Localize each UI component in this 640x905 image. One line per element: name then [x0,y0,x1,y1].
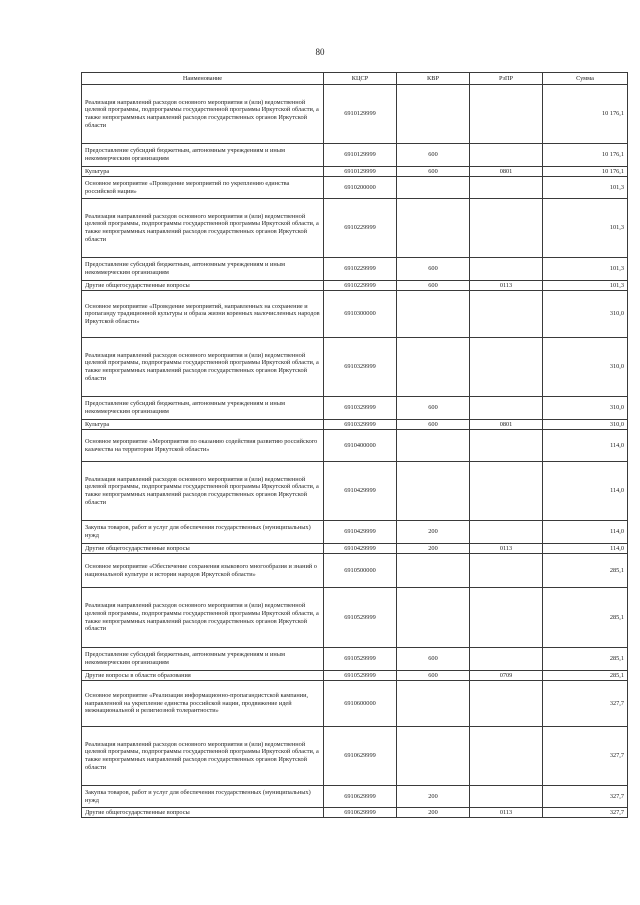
cell-rzpr [470,144,543,167]
table-row [82,144,628,167]
cell-sum: 10 176,1 [543,144,628,167]
cell-name: Закупка товаров, работ и услуг для обеспечения государственных (муниципальных) нужд [82,521,324,544]
cell-rzpr [470,258,543,281]
cell-sum: 101,3 [543,258,628,281]
cell-rzpr [470,786,543,808]
cell-sum: 114,0 [543,544,628,554]
cell-name: Культура [82,167,324,177]
cell-rzpr [470,85,543,144]
cell-name: Реализация направлений расходов основного мероприятия и (или) ведомственной целевой программы, подпрограммы государственной программы Иркутской области, а также непрограммных направлений расходов государственных органов Иркутской области [82,85,324,144]
table-row [82,85,628,144]
cell-rzpr [470,648,543,671]
cell-name: Основное мероприятие «Проведение мероприятий, направленных на сохранение и пропаганду традиционной культуры и образа жизни коренных малочисленных народов Иркутской области» [82,291,324,338]
table-row [82,544,628,554]
cell-kvr [397,588,470,648]
cell-kcsr: 6910129999 [324,85,397,144]
cell-kcsr: 6910529999 [324,648,397,671]
table-row [82,671,628,681]
column-header-kcsr: КЦСР [324,73,397,85]
cell-kvr: 600 [397,671,470,681]
cell-name: Предоставление субсидий бюджетным, автономным учреждениям и иным некоммерческим организациям [82,258,324,281]
cell-name: Основное мероприятие «Проведение мероприятий по укреплению единства российской нации» [82,177,324,199]
cell-sum: 285,1 [543,554,628,588]
table-row [82,681,628,727]
cell-sum: 285,1 [543,648,628,671]
cell-kvr: 200 [397,808,470,818]
cell-kvr: 600 [397,397,470,420]
cell-kvr [397,430,470,462]
cell-name: Основное мероприятие «Реализация информационно-пропагандистской кампании, направленной на укрепление единства российской нации, продвижение идей межнациональной и религиозной толерантности» [82,681,324,727]
cell-name: Реализация направлений расходов основного мероприятия и (или) ведомственной целевой программы, подпрограммы государственной программы Иркутской области, а также непрограммных направлений расходов государственных органов Иркутской области [82,462,324,521]
cell-kcsr: 6910229999 [324,199,397,258]
cell-rzpr [470,338,543,397]
cell-kvr [397,462,470,521]
cell-sum: 310,0 [543,420,628,430]
cell-name: Культура [82,420,324,430]
table-row [82,397,628,420]
cell-sum: 327,7 [543,808,628,818]
cell-sum: 327,7 [543,727,628,786]
cell-kcsr: 6910229999 [324,281,397,291]
cell-name: Другие общегосударственные вопросы [82,808,324,818]
cell-kvr [397,291,470,338]
cell-kvr: 600 [397,167,470,177]
cell-sum: 10 176,1 [543,85,628,144]
cell-kvr [397,554,470,588]
cell-sum: 101,3 [543,199,628,258]
cell-kcsr: 6910500000 [324,554,397,588]
column-header-rzpr: РзПР [470,73,543,85]
cell-kvr: 600 [397,281,470,291]
cell-name: Реализация направлений расходов основного мероприятия и (или) ведомственной целевой программы, подпрограммы государственной программы Иркутской области, а также непрограммных направлений расходов государственных органов Иркутской области [82,199,324,258]
cell-kvr [397,338,470,397]
table-row [82,727,628,786]
cell-kvr: 600 [397,648,470,671]
table-row [82,462,628,521]
table-row [82,808,628,818]
cell-rzpr [470,554,543,588]
cell-kvr [397,177,470,199]
cell-sum: 114,0 [543,521,628,544]
cell-rzpr: 0113 [470,544,543,554]
cell-sum: 310,0 [543,291,628,338]
table-row [82,554,628,588]
cell-kvr [397,199,470,258]
cell-sum: 101,3 [543,281,628,291]
cell-kcsr: 6910229999 [324,258,397,281]
column-header-kvr: КВР [397,73,470,85]
table-body [82,85,628,818]
cell-kcsr: 6910129999 [324,167,397,177]
cell-sum: 285,1 [543,671,628,681]
table-row [82,588,628,648]
cell-rzpr [470,177,543,199]
cell-rzpr [470,430,543,462]
cell-name: Предоставление субсидий бюджетным, автономным учреждениям и иным некоммерческим организациям [82,397,324,420]
table-row [82,521,628,544]
table-header [82,73,628,85]
cell-name: Другие общегосударственные вопросы [82,281,324,291]
table-row [82,167,628,177]
cell-name: Предоставление субсидий бюджетным, автономным учреждениям и иным некоммерческим организациям [82,648,324,671]
cell-rzpr [470,588,543,648]
cell-sum: 285,1 [543,588,628,648]
table-row [82,258,628,281]
cell-name: Основное мероприятие «Мероприятия по оказанию содействия развитию российского казачества на территории Иркутской области» [82,430,324,462]
cell-name: Другие общегосударственные вопросы [82,544,324,554]
cell-rzpr [470,681,543,727]
cell-kvr: 200 [397,786,470,808]
cell-rzpr: 0709 [470,671,543,681]
table-row [82,177,628,199]
cell-sum: 114,0 [543,430,628,462]
table-row [82,281,628,291]
cell-kvr [397,85,470,144]
table-row [82,338,628,397]
table-row [82,199,628,258]
cell-rzpr [470,397,543,420]
cell-kcsr: 6910400000 [324,430,397,462]
cell-sum: 101,3 [543,177,628,199]
cell-name: Реализация направлений расходов основного мероприятия и (или) ведомственной целевой программы, подпрограммы государственной программы Иркутской области, а также непрограммных направлений расходов государственных органов Иркутской области [82,588,324,648]
cell-sum: 327,7 [543,786,628,808]
cell-kcsr: 6910629999 [324,786,397,808]
cell-kcsr: 6910429999 [324,544,397,554]
cell-sum: 327,7 [543,681,628,727]
cell-kvr: 200 [397,544,470,554]
cell-kcsr: 6910129999 [324,144,397,167]
page-number: 80 [315,47,325,57]
table-row [82,786,628,808]
cell-kvr: 200 [397,521,470,544]
cell-kcsr: 6910300000 [324,291,397,338]
cell-name: Закупка товаров, работ и услуг для обеспечения государственных (муниципальных) нужд [82,786,324,808]
cell-rzpr [470,462,543,521]
column-header-name: Наименование [82,73,324,85]
cell-name: Реализация направлений расходов основного мероприятия и (или) ведомственной целевой программы, подпрограммы государственной программы Иркутской области, а также непрограммных направлений расходов государственных органов Иркутской области [82,727,324,786]
cell-kcsr: 6910629999 [324,727,397,786]
cell-rzpr [470,291,543,338]
cell-rzpr [470,727,543,786]
table-row [82,648,628,671]
cell-name: Основное мероприятие «Обеспечение сохранения языкового многообразия и знаний о национальной культуре и истории народов Иркутской области» [82,554,324,588]
cell-kcsr: 6910200000 [324,177,397,199]
table-row [82,291,628,338]
cell-sum: 310,0 [543,397,628,420]
table-row [82,430,628,462]
table-row [82,420,628,430]
cell-kcsr: 6910329999 [324,338,397,397]
column-header-sum: Сумма [543,73,628,85]
cell-kcsr: 6910529999 [324,671,397,681]
cell-kcsr: 6910429999 [324,462,397,521]
cell-name: Реализация направлений расходов основного мероприятия и (или) ведомственной целевой программы, подпрограммы государственной программы Иркутской области, а также непрограммных направлений расходов государственных органов Иркутской области [82,338,324,397]
cell-rzpr: 0801 [470,167,543,177]
cell-rzpr [470,199,543,258]
cell-rzpr: 0113 [470,808,543,818]
cell-kcsr: 6910429999 [324,521,397,544]
cell-kcsr: 6910600000 [324,681,397,727]
cell-rzpr: 0113 [470,281,543,291]
cell-kcsr: 6910329999 [324,397,397,420]
cell-kvr: 600 [397,258,470,281]
cell-rzpr [470,521,543,544]
budget-table [81,72,628,818]
cell-kvr [397,727,470,786]
cell-name: Другие вопросы в области образования [82,671,324,681]
cell-sum: 310,0 [543,338,628,397]
cell-kcsr: 6910629999 [324,808,397,818]
cell-kcsr: 6910529999 [324,588,397,648]
header-row [82,73,628,85]
cell-kvr: 600 [397,144,470,167]
cell-sum: 10 176,1 [543,167,628,177]
cell-kcsr: 6910329999 [324,420,397,430]
cell-kvr: 600 [397,420,470,430]
cell-name: Предоставление субсидий бюджетным, автономным учреждениям и иным некоммерческим организациям [82,144,324,167]
cell-kvr [397,681,470,727]
cell-sum: 114,0 [543,462,628,521]
cell-rzpr: 0801 [470,420,543,430]
